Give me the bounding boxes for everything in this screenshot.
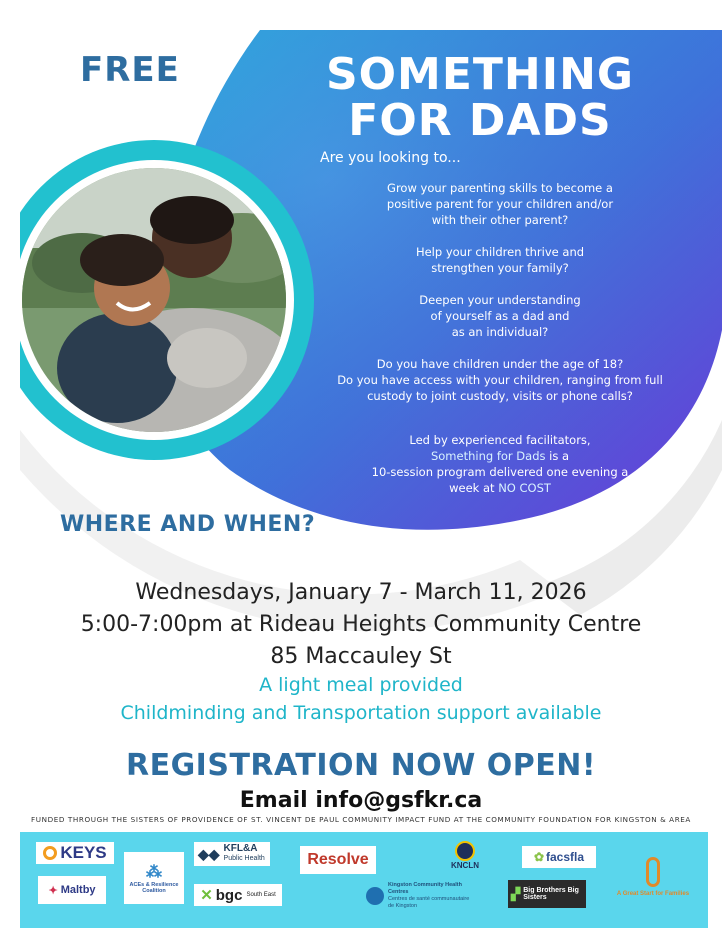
title-line-1: SOMETHING [325, 49, 635, 100]
q5-week: week at [449, 481, 495, 495]
question-children-thrive [390, 244, 610, 276]
maltby-text: Maltby [60, 884, 96, 896]
keys-o-icon [43, 846, 57, 860]
q5-line-4 [315, 480, 685, 496]
intro-text: Are you looking to... [320, 150, 461, 166]
question-eligibility [315, 356, 685, 404]
event-time-location: 5:00-7:00pm at Rideau Heights Community Centre [80, 612, 642, 637]
family-figure-icon [646, 857, 660, 887]
bgc-mark-icon: ✕ [200, 887, 213, 904]
resolve-text: Resolve [307, 851, 369, 868]
kfla-text: KFL&A [223, 843, 258, 854]
where-when-heading: WHERE AND WHEN? [60, 512, 316, 537]
facsfla-text: facsfla [546, 850, 585, 864]
email-contact[interactable]: Email info@gsfkr.ca [239, 788, 483, 813]
kfla-texts [224, 844, 265, 864]
people-icon: ⁂ [146, 864, 162, 881]
q5-is: is a [549, 449, 570, 463]
resolve-logo [300, 846, 376, 874]
q3-line-3: as an individual? [451, 325, 549, 339]
q3-line-1: Deepen your understanding [419, 293, 581, 307]
program-description [315, 432, 685, 496]
sponsor-logo-band [20, 832, 708, 928]
maltby-logo [38, 876, 106, 904]
q4-line-2: Do you have access with your children, ranging from full [337, 373, 663, 387]
great-start-logo [610, 842, 696, 912]
q4-line-1: Do you have children under the age of 18? [376, 357, 624, 371]
no-cost: NO COST [498, 481, 551, 495]
q5-line-3: 10-session program delivered one evening a [371, 465, 629, 479]
kfla-logo [194, 842, 270, 866]
kchc-texts [388, 882, 472, 910]
bbbs-mark-icon: ▞ [511, 887, 521, 901]
keys-text: KEYS [60, 843, 107, 862]
bbbs-logo [508, 880, 586, 908]
bird-icon: ✦ [48, 884, 58, 897]
q2-line-2: strengthen your family? [431, 261, 569, 275]
question-understanding [400, 292, 600, 340]
q5-line-2 [315, 448, 685, 464]
event-address: 85 Maccauley St [270, 644, 452, 669]
title-line-2: FOR DADS [348, 95, 612, 146]
event-dates: Wednesdays, January 7 - March 11, 2026 [135, 580, 587, 605]
aces-logo [124, 852, 184, 904]
free-label: FREE [80, 50, 180, 90]
aces-text: ACEs & Resilience Coalition [129, 882, 179, 894]
kchc-fr-text: Centres de santé communautaire de Kingston [388, 896, 470, 909]
q1-line-1: Grow your parenting skills to become a [387, 181, 613, 195]
q2-line-1: Help your children thrive and [415, 245, 585, 259]
bgc-sub: South East [246, 892, 276, 898]
page-title [300, 49, 660, 146]
kchc-text: Kingston Community Health Centres [388, 882, 462, 895]
q1-line-2: positive parent for your children and/or [386, 197, 614, 211]
kncln-logo [434, 836, 496, 874]
registration-heading: REGISTRATION NOW OPEN! [125, 748, 597, 783]
facsfla-figure-icon: ✿ [533, 850, 545, 864]
great-start-text: A Great Start for Families [616, 891, 690, 897]
kncln-emblem-icon [455, 841, 475, 861]
facsfla-logo [522, 846, 596, 868]
kncln-text: KNCLN [451, 860, 479, 870]
meal-note: A light meal provided [259, 674, 463, 696]
question-parenting-skills [370, 180, 630, 228]
q5-line-1: Led by experienced facilitators, [409, 433, 591, 447]
kchc-logo [362, 878, 472, 914]
program-name: Something for Dads [430, 449, 546, 463]
support-note: Childminding and Transportation support available [120, 702, 602, 724]
bbbs-text: Big Brothers Big Sisters [523, 887, 579, 901]
bgc-text: bgc [215, 886, 243, 904]
father-son-photo [22, 168, 286, 432]
q1-line-3: with their other parent? [431, 213, 569, 227]
kchc-circle-icon [366, 887, 384, 905]
q4-line-3: custody to joint custody, visits or phone calls? [367, 389, 633, 403]
funding-note: FUNDED THROUGH THE SISTERS OF PROVIDENCE OF ST. VINCENT DE PAUL COMMUNITY IMPACT FUND AT THE COMMUNITY FOUNDATION FOR KINGSTON & AREA [31, 815, 691, 824]
bgc-logo [194, 884, 282, 906]
keys-logo [36, 842, 114, 864]
diamond-icon: ◆◆ [198, 845, 220, 862]
kfla-sub: Public Health [223, 855, 265, 862]
q3-line-2: of yourself as a dad and [430, 309, 570, 323]
